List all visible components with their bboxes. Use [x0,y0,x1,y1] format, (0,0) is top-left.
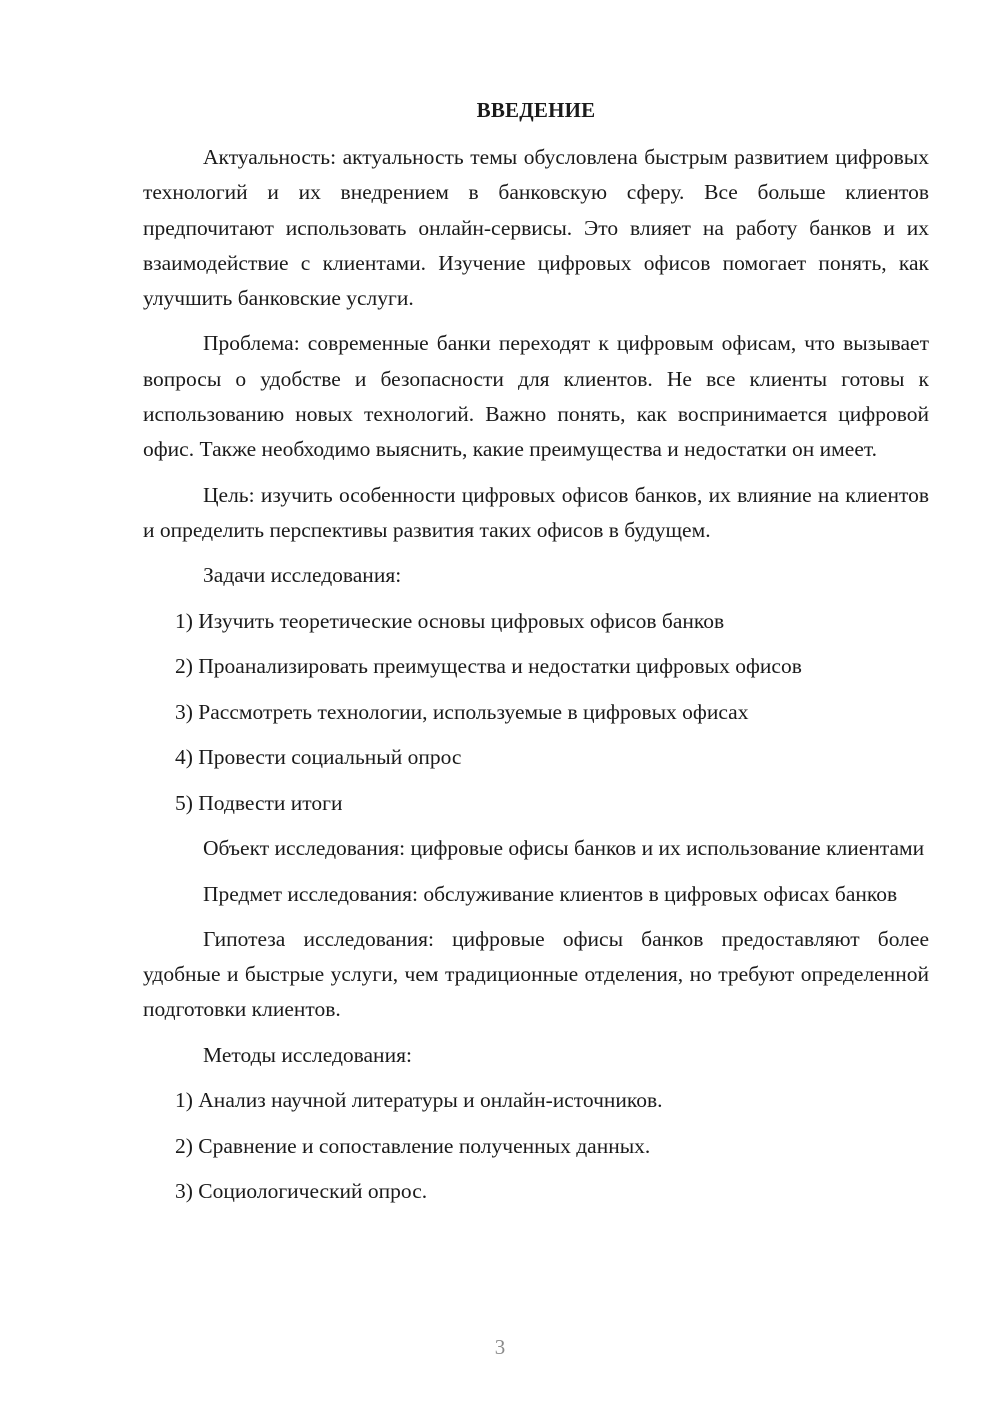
object-paragraph: Объект исследования: цифровые офисы банков и их использование клиентами [203,836,925,861]
problem-paragraph: Проблема: современные банки переходят к цифровым офисам, что вызывает вопросы о удобстве и безопасности для клиентов. Не все клиенты готовы к использованию новых технологий. Важно понять, как воспринимается цифровой офис. Также необходимо выяснить, какие преимущества и недостатки он имеет. [143,331,929,462]
task-item-3: 3) Рассмотреть технологии, используемые в цифровых офисах [175,699,749,724]
task-item-5: 5) Подвести итоги [175,790,343,815]
tasks-list [143,604,929,822]
task-item-4: 4) Провести социальный опрос [175,745,462,770]
goal-paragraph: Цель: изучить особенности цифровых офисов банков, их влияние на клиентов и определить перспективы развития таких офисов в будущем. [143,482,929,542]
tasks-label: Задачи исследования: [203,563,402,588]
relevance-paragraph: Актуальность: актуальность темы обусловлена быстрым развитием цифровых технологий и их внедрением в банковскую сферу. Все больше клиентов предпочитают использовать онлайн-сервисы. Это влияет на работу банков и их взаимодействие с клиентами. Изучение цифровых офисов помогает понять, как улучшить банковские услуги. [143,145,929,311]
section-heading: ВВЕДЕНИЕ [476,98,596,122]
methods-label: Методы исследования: [203,1042,412,1067]
task-item-2: 2) Проанализировать преимущества и недостатки цифровых офисов [175,654,802,679]
method-item-3: 3) Социологический опрос. [175,1179,428,1204]
method-item-2: 2) Сравнение и сопоставление полученных данных. [175,1133,651,1158]
task-item-1: 1) Изучить теоретические основы цифровых офисов банков [175,608,725,633]
page-number: 3 [494,1335,506,1359]
hypothesis-paragraph: Гипотеза исследования: цифровые офисы банков предоставляют более удобные и быстрые услуги, чем традиционные отделения, но требуют определенной подготовки клиентов. [143,926,929,1022]
subject-paragraph: Предмет исследования: обслуживание клиентов в цифровых офисах банков [203,881,898,906]
document-page [143,95,929,1220]
methods-list [143,1083,929,1209]
method-item-1: 1) Анализ научной литературы и онлайн-источников. [175,1088,663,1113]
